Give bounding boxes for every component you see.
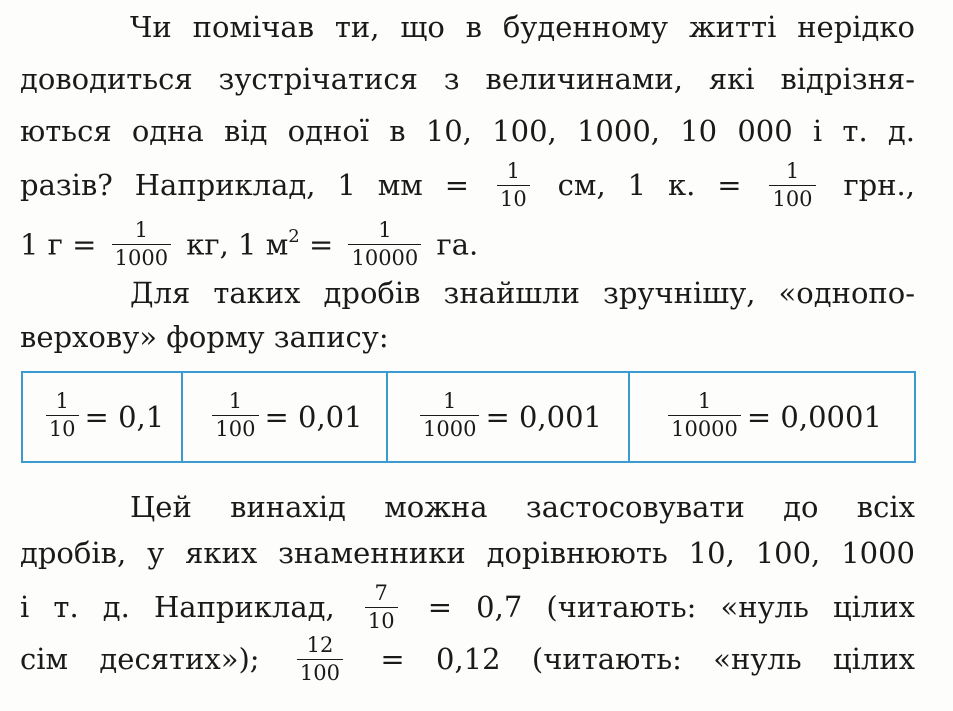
text-segment: і т. д. Наприклад, xyxy=(20,590,335,624)
text-segment: 1 г = xyxy=(20,227,97,262)
text-line-with-fractions xyxy=(20,214,915,271)
fraction: $\frac{1}{100}$ xyxy=(769,161,815,210)
table-cell xyxy=(183,373,388,461)
cell-value: = 0,001 xyxy=(485,400,602,434)
text-segment: = xyxy=(308,227,334,262)
fraction: $\frac{1}{1000}$ xyxy=(420,391,479,440)
fraction: $\frac{1}{10}$ xyxy=(46,391,79,440)
text-segment: кг, 1 м xyxy=(186,227,289,262)
cell-value: = 0,01 xyxy=(264,400,363,434)
table-cell xyxy=(630,373,914,461)
decimal-fraction-table xyxy=(21,371,916,463)
text-line-with-fractions xyxy=(20,582,915,632)
text-line: верхову» форму запису: xyxy=(20,320,389,354)
fraction: $\frac{7}{10}$ xyxy=(365,583,398,632)
cell-value: = 0,0001 xyxy=(746,400,882,434)
text-line: Для таких дробів знайшли зручнішу, «однопо- xyxy=(130,276,915,310)
text-segment: = 0,7 (читають: «нуль цілих xyxy=(427,590,916,624)
text-line-with-fractions xyxy=(20,160,915,210)
cell-value: = 0,1 xyxy=(84,400,165,434)
text-line: дробів, у яких знаменники дорівнюють 10, 100, 1000 xyxy=(20,536,915,570)
text-line: Чи помічав ти, що в буденному житті нерідко xyxy=(130,10,915,44)
text-segment: грн., xyxy=(843,168,915,202)
fraction: $\frac{1}{10000}$ xyxy=(348,220,421,269)
text-segment: разів? Наприклад, 1 мм = xyxy=(20,168,470,202)
text-line-with-fractions xyxy=(20,634,915,684)
text-segment: см, 1 к. = xyxy=(557,168,742,202)
fraction: $\frac{1}{1000}$ xyxy=(112,220,171,269)
fraction: $\frac{1}{10}$ xyxy=(497,161,530,210)
text-line: ються одна від одної в 10, 100, 1000, 10 000 і т. д. xyxy=(20,114,915,148)
text-segment: сім десятих»); xyxy=(20,642,260,676)
text-line: доводиться зустрічатися з величинами, які відрізня- xyxy=(20,62,915,96)
text-segment: = 0,12 (читають: «нуль цілих xyxy=(380,642,916,676)
text-segment: га. xyxy=(436,227,479,262)
text-line: Цей винахід можна застосовувати до всіх xyxy=(130,490,915,524)
fraction: $\frac{1}{100}$ xyxy=(212,391,258,440)
fraction: $\frac{1}{10000}$ xyxy=(668,391,741,440)
fraction: $\frac{12}{100}$ xyxy=(297,635,343,684)
superscript: 2 xyxy=(288,226,300,247)
table-cell xyxy=(388,373,630,461)
table-cell xyxy=(23,373,183,461)
